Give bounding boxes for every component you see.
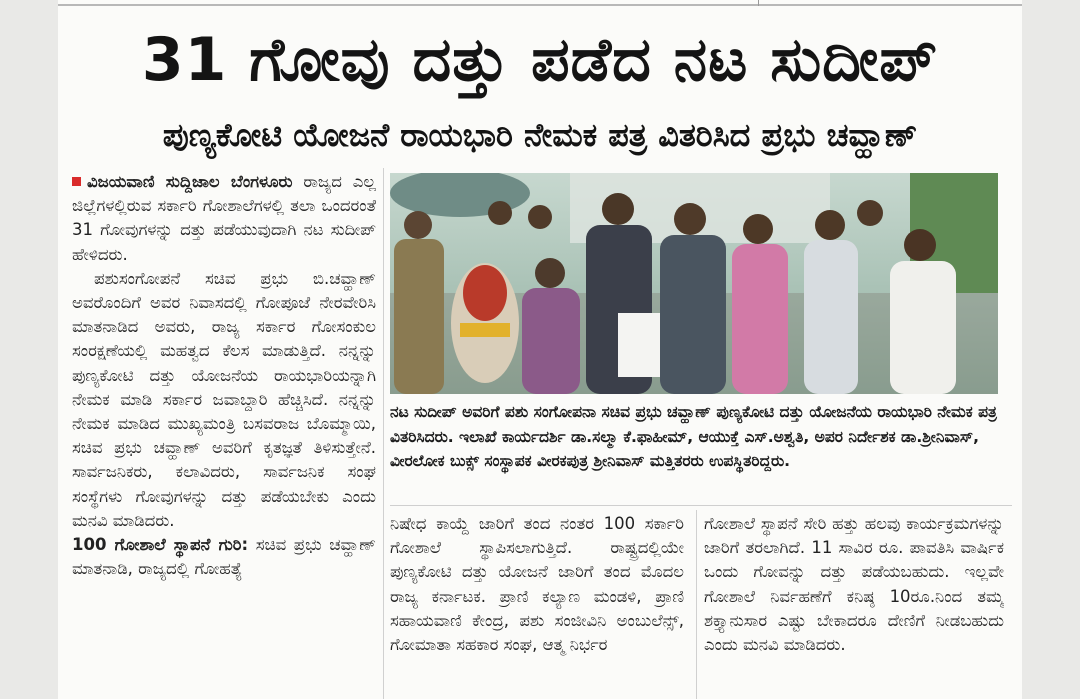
article-column-2: ನಿಷೇಧ ಕಾಯ್ದೆ ಜಾರಿಗೆ ತಂದ ನಂತರ 100 ಸರ್ಕಾರಿ ಗೋಶಾಲೆ ಸ್ಥಾಪಿಸಲಾಗುತ್ತಿದೆ. ರಾಷ್ಟ್ರದಲ್ಲಿಯೇ ಪುಣ್ಯಕೋಟಿ ದತ್ತು ಯೋಜನೆ ಜಾರಿಗೆ ತಂದ ಮೊದಲ ರಾಜ್ಯ ಕರ್ನಾಟಕ. ಪ್ರಾಣಿ ಕಲ್ಯಾಣ ಮಂಡಳಿ, ಪ್ರಾಣಿ ಸಹಾಯವಾಣಿ ಕೇಂದ್ರ, ಪಶು ಸಂಜೀವಿನಿ ಅಂಬುಲೆನ್ಸ್, ಗೋಮಾತಾ ಸಹಕಾರ ಸಂಘ, ಆತ್ಮ ನಿರ್ಭರ [390,514,684,655]
byline: ವಿಜಯವಾಣಿ ಸುದ್ದಿಜಾಲ ಬೆಂಗಳೂರು [87,172,293,191]
cow-figure [451,263,519,383]
article-column-3: ಗೋಶಾಲೆ ಸ್ಥಾಪನೆ ಸೇರಿ ಹತ್ತು ಹಲವು ಕಾರ್ಯಕ್ರಮಗಳನ್ನು ಜಾರಿಗೆ ತರಲಾಗಿದೆ. 11 ಸಾವಿರ ರೂ. ಪಾವತಿಸಿ ವಾರ್ಷಿಕ ಒಂದು ಗೋವನ್ನು ದತ್ತು ಪಡೆಯಬಹುದು. ಇಲ್ಲವೇ ಗೋಶಾಲೆ ನಿರ್ವಹಣೆಗೆ ಕನಿಷ್ಠ 10ರೂ.ನಿಂದ ತಮ್ಮ ಶಕ್ತ್ಯಾನುಸಾರ ಎಷ್ಟು ಬೇಕಾದರೂ ದೇಣಿಗೆ ನೀಡಬಹುದು ಎಂದು ಮನವಿ ಮಾಡಿದರು. [704,514,1004,655]
byline-marker-icon [72,177,81,186]
caption-rule [390,505,1012,506]
article-column-1 [72,170,376,699]
column-divider-right [696,510,697,699]
paragraph-1: ರಾಜ್ಯದ ಎಲ್ಲ ಜಿಲ್ಲೆಗಳಲ್ಲಿರುವ ಸರ್ಕಾರಿ ಗೋಶಾಲೆಗಳಲ್ಲಿ ತಲಾ ಒಂದರಂತೆ 31 ಗೋವುಗಳನ್ನು ದತ್ತು ಪಡೆಯುವುದಾಗಿ ನಟ ಸುದೀಪ್ ಹೇಳಿದರು. [72,172,376,264]
newspaper-page [58,0,1022,699]
paragraph-2: ಪಶುಸಂಗೋಪನೆ ಸಚಿವ ಪ್ರಭು ಬಿ.ಚವ್ಹಾಣ್ ಅವರೊಂದಿಗೆ ಅವರ ನಿವಾಸದಲ್ಲಿ ಗೋಪೂಜೆ ನೇರವೇರಿಸಿ ಮಾತನಾಡಿದ ಅವರು, ರಾಜ್ಯ ಸರ್ಕಾರ ಗೋಸಂಕುಲ ಸಂರಕ್ಷಣೆಯಲ್ಲಿ ಮಹತ್ವದ ಕೆಲಸ ಮಾಡುತ್ತಿದೆ. ನನ್ನನ್ನು ಪುಣ್ಯಕೋಟಿ ದತ್ತು ಯೋಜನೆಯ ರಾಯಭಾರಿಯನ್ನಾಗಿ ನೇಮಕ ಮಾಡಿ ಸರ್ಕಾರ ಜವಾಬ್ದಾರಿ ಹೆಚ್ಚಿಸಿದೆ. ನನ್ನನ್ನು ನೇಮಕ ಮಾಡಿದ ಮುಖ್ಯಮಂತ್ರಿ ಬಸವರಾಜ ಬೊಮ್ಮಾಯಿ, ಸಚಿವ ಪ್ರಭು ಚವ್ಹಾಣ್ ಅವರಿಗೆ ಕೃತಜ್ಞತೆ ತಿಳಿಸುತ್ತೇನೆ. ಸಾರ್ವಜನಿಕರು, ಕಲಾವಿದರು, ಸಾರ್ವಜನಿಕ ಸಂಘ ಸಂಸ್ಥೆಗಳು ಗೋವುಗಳನ್ನು ದತ್ತು ಪಡೆಯಬೇಕು ಎಂದು ಮನವಿ ಮಾಡಿದರು. [72,268,376,530]
top-rule [58,4,1022,6]
paragraph-3: ಸಚಿವ ಪ್ರಭು ಚವ್ಹಾಣ್ ಮಾತನಾಡಿ, ರಾಜ್ಯದಲ್ಲಿ ಗೋಹತ್ಯೆ [72,535,376,579]
headline: 31 ಗೋವು ದತ್ತು ಪಡೆದ ನಟ ಸುದೀಪ್ [141,25,939,95]
news-photo [390,173,998,394]
top-rule-tick [758,0,759,6]
column-divider-left [383,168,384,699]
subheadline: ಪುಣ್ಯಕೋಟಿ ಯೋಜನೆ ರಾಯಭಾರಿ ನೇಮಕ ಪತ್ರ ವಿತರಿಸಿದ ಪ್ರಭು ಚವ್ಹಾಣ್ [162,116,918,154]
section-heading: 100 ಗೋಶಾಲೆ ಸ್ಥಾಪನೆ ಗುರಿ: [72,535,249,555]
right-margin [1022,0,1080,699]
photo-caption: ನಟ ಸುದೀಪ್ ಅವರಿಗೆ ಪಶು ಸಂಗೋಪನಾ ಸಚಿವ ಪ್ರಭು ಚವ್ಹಾಣ್ ಪುಣ್ಯಕೋಟಿ ದತ್ತು ಯೋಜನೆಯ ರಾಯಭಾರಿ ನೇಮಕ ಪತ್ರ ವಿತರಿಸಿದರು. ಇಲಾಖೆ ಕಾರ್ಯದರ್ಶಿ ಡಾ.ಸಲ್ಮಾ ಕೆ.ಫಾಹೀಮ್, ಆಯುಕ್ತೆ ಎಸ್.ಅಶ್ವತಿ, ಅಪರ ನಿರ್ದೇಶಕ ಡಾ.ಶ್ರೀನಿವಾಸ್, ವೀರಲೋಕ ಬುಕ್ಸ್ ಸಂಸ್ಥಾಪಕ ವೀರಕಪುತ್ರ ಶ್ರೀನಿವಾಸ್ ಮತ್ತಿತರರು ಉಪಸ್ಥಿತರಿದ್ದರು. [390,403,997,470]
left-margin [0,0,58,699]
photo-illustration [390,173,998,394]
